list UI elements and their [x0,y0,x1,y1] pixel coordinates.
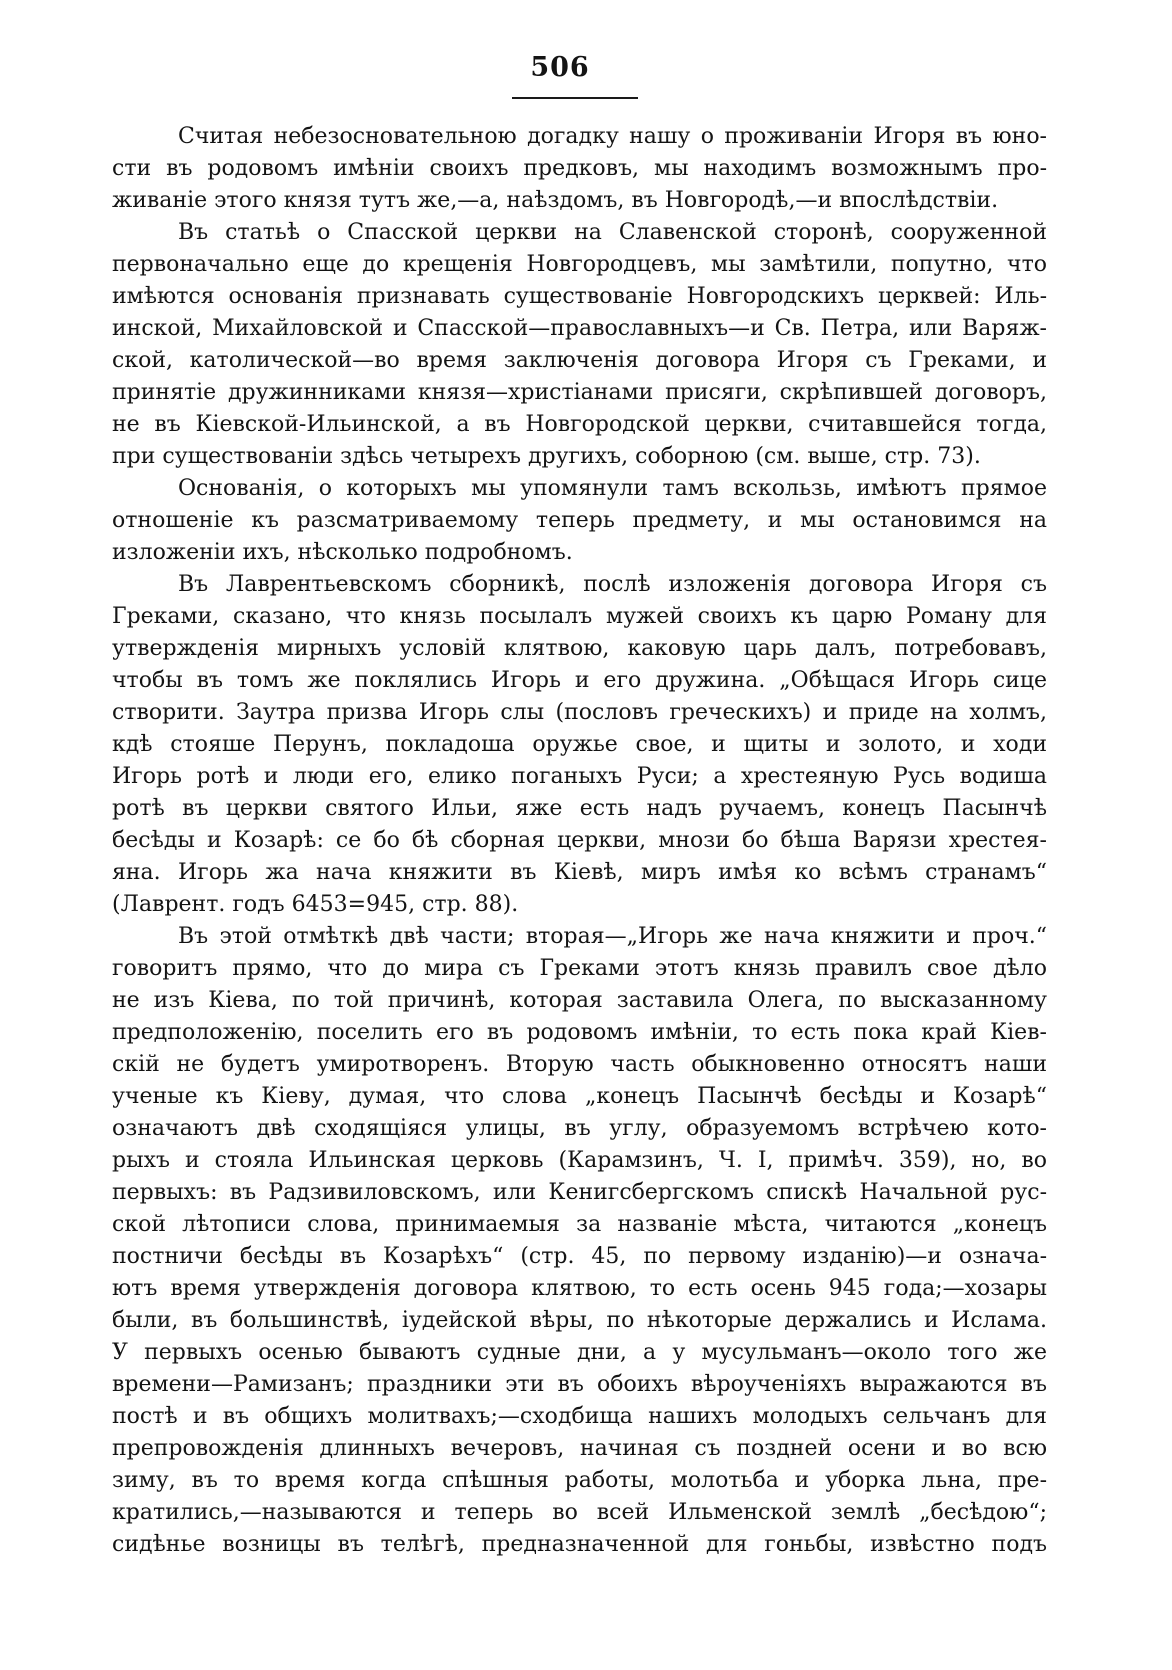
text-line: были, въ большинствѣ, іудейской вѣры, по нѣкоторые держались и Ислама. [112,1308,1047,1333]
text-line: принятіе дружинниками князя—христіанами присяги, скрѣпившей договоръ, [112,380,1047,405]
text-line: предположенію, поселить его въ родовомъ имѣніи, то есть пока край Кіев- [112,1020,1047,1045]
text-line: препровожденія длинныхъ вечеровъ, начиная съ поздней осени и во всю [112,1436,1047,1461]
text-line: говоритъ прямо, что до мира съ Греками этотъ князь правилъ свое дѣло [112,956,1047,981]
text-line: скій не будетъ умиротворенъ. Вторую часть обыкновенно относятъ наши [112,1052,1047,1077]
text-line: Считая небезосновательною догадку нашу о проживаніи Игоря въ юно- [178,124,1047,149]
text-line: первоначально еще до крещенія Новгородцевъ, мы замѣтили, попутно, что [112,252,1047,277]
text-line: Въ Лаврентьевскомъ сборникѣ, послѣ изложенія договора Игоря съ [178,572,1047,597]
text-line: утвержденія мирныхъ условій клятвою, каковую царь далъ, потребовавъ, [112,636,1047,661]
text-line: Основанія, о которыхъ мы упомянули тамъ вскользь, имѣютъ прямое [178,476,1047,501]
paragraph [112,921,1047,1561]
text-line: Въ статьѣ о Спасской церкви на Славенской сторонѣ, сооруженной [178,220,1047,245]
text-line: Игорь ротѣ и люди его, елико поганыхъ Руси; а хрестеяную Русь водиша [112,764,1047,789]
text-line: имѣются основанія признавать существованіе Новгородскихъ церквей: Иль- [112,284,1047,309]
text-line: постѣ и въ общихъ молитвахъ;—сходбища нашихъ молодыхъ сельчанъ для [112,1404,1047,1429]
text-line: живаніе этого князя тутъ же,—а, наѣздомъ, въ Новгородѣ,—и впослѣдствіи. [112,188,999,213]
text-line: кдѣ стояше Перунъ, покладоша оружье свое, и щиты и золото, и ходи [112,732,1047,757]
page-number: 506 [530,52,590,83]
text-line: отношеніе къ разсматриваемому теперь предмету, и мы остановимся на [112,508,1047,533]
text-line: ской лѣтописи слова, принимаемыя за названіе мѣста, читаются „конецъ [112,1212,1047,1237]
text-line: сидѣнье возницы въ телѣгѣ, предназначенной для гоньбы, извѣстно подъ [112,1532,1047,1557]
text-line: рыхъ и стояла Ильинская церковь (Карамзинъ, Ч. I, примѣч. 359), но, во [112,1148,1047,1173]
text-line: чтобы въ томъ же поклялись Игорь и его дружина. „Обѣщася Игорь сице [112,668,1047,693]
text-line: У первыхъ осенью бываютъ судные дни, а у мусульманъ—около того же [112,1340,1047,1365]
body-text [112,121,1047,1561]
page-number-rule [512,97,638,99]
paragraph [112,473,1047,569]
text-line: ротѣ въ церкви святого Ильи, яже есть надъ ручаемъ, конецъ Пасынчѣ [112,796,1047,821]
text-line: при существованіи здѣсь четырехъ другихъ, соборною (см. выше, стр. 73). [112,444,981,469]
text-line: изложеніи ихъ, нѣсколько подробномъ. [112,540,573,565]
text-line: ютъ время утвержденія договора клятвою, то есть осень 945 года;—хозары [112,1276,1047,1301]
text-line: ученые къ Кіеву, думая, что слова „конецъ Пасынчѣ бесѣды и Козарѣ“ [112,1084,1047,1109]
paragraph [112,569,1047,921]
paragraph [112,217,1047,473]
text-line: ской, католической—во время заключенія договора Игоря съ Греками, и [112,348,1047,373]
text-line: первыхъ: въ Радзивиловскомъ, или Кенигсбергскомъ спискѣ Начальной рус- [112,1180,1047,1205]
text-line: янa. Игорь жа нача княжити въ Кіевѣ, миръ имѣя ко всѣмъ странамъ“ [112,860,1047,885]
text-line: постничи бесѣды въ Козарѣхъ“ (стр. 45, по первому изданію)—и означа- [112,1244,1047,1269]
text-line: Въ этой отмѣткѣ двѣ части; вторая—„Игорь же нача княжити и проч.“ [178,924,1047,949]
text-line: не въ Кіевской-Ильинской, а въ Новгородской церкви, считавшейся тогда, [112,412,1047,437]
text-line: не изъ Кіева, по той причинѣ, которая заставила Олега, по высказанному [112,988,1047,1013]
text-line: сти въ родовомъ имѣніи своихъ предковъ, мы находимъ возможнымъ про- [112,156,1047,181]
text-line: кратились,—называются и теперь во всей Ильменской землѣ „бесѣдою“; [112,1500,1047,1525]
text-line: означаютъ двѣ сходящіяся улицы, въ углу, образуемомъ встрѣчею кото- [112,1116,1047,1141]
text-line: Греками, сказано, что князь посылалъ мужей своихъ къ царю Роману для [112,604,1047,629]
text-line: бесѣды и Козарѣ: се бо бѣ сборная церкви, мнози бо бѣша Варязи хрестея- [112,828,1047,853]
text-line: времени—Рамизанъ; праздники эти въ обоихъ вѣроученіяхъ выражаются въ [112,1372,1047,1397]
text-line: инской, Михайловской и Спасской—православныхъ—и Св. Петра, или Варяж- [112,316,1047,341]
text-line: зиму, въ то время когда спѣшныя работы, молотьба и уборка льна, пре- [112,1468,1047,1493]
text-line: створити. Заутра призва Игорь слы (пословъ греческихъ) и приде на холмъ, [112,700,1047,725]
text-line: (Лаврент. годъ 6453=945, стр. 88). [112,892,519,917]
paragraph [112,121,1047,217]
